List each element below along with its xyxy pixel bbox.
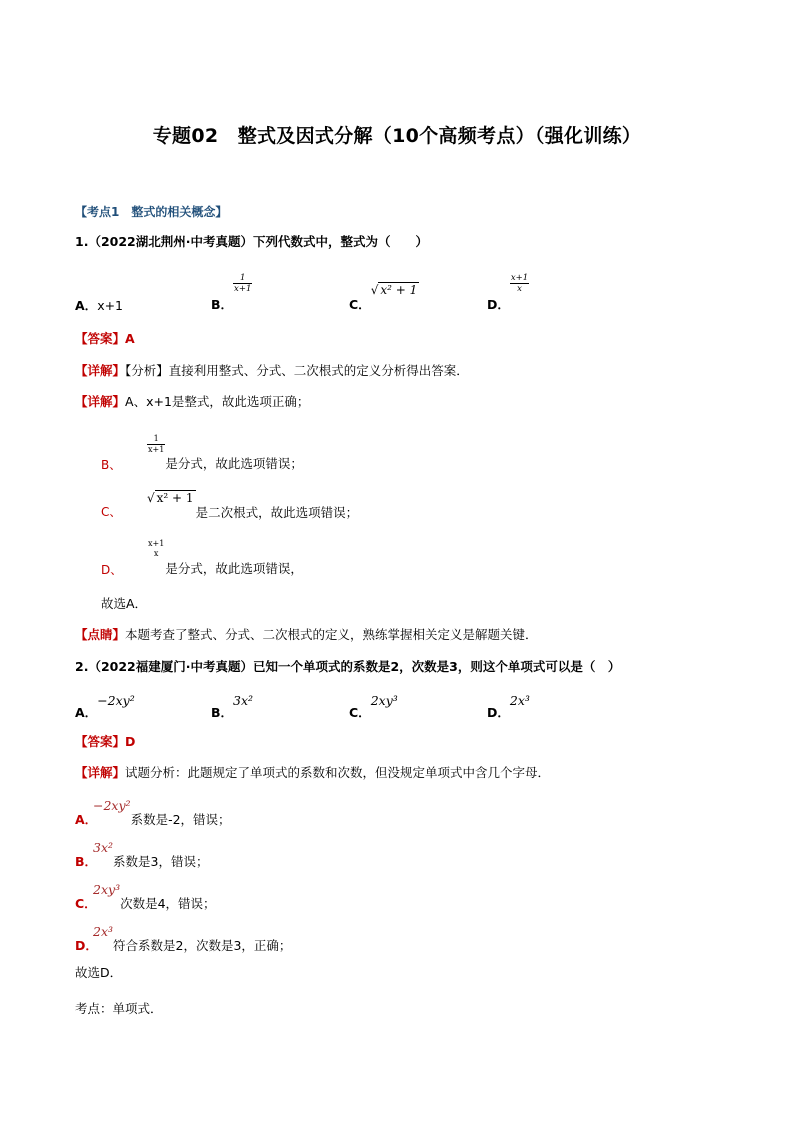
detail-tag: 【详解】 <box>75 363 126 378</box>
detail-tag: 【详解】 <box>75 394 126 409</box>
option-text: x+1 <box>97 298 124 313</box>
detail-text: A、x+1是整式，故此选项正确； <box>125 394 310 409</box>
option-label: D． <box>487 297 510 312</box>
fraction: x+1 x <box>148 539 165 558</box>
detail-text: 试题分析：此题规定了单项式的系数和次数，但没规定单项式中含几个字母． <box>125 765 551 780</box>
q2-option-d: D．2x³ <box>487 693 530 720</box>
math-expression: −2xy² <box>97 693 135 708</box>
q2-detail: 【详解】试题分析：此题规定了单项式的系数和次数，但没规定单项式中含几个字母． <box>75 765 551 780</box>
fraction: $\frac{1}{x+1}$ <box>148 434 165 454</box>
math-expression: 2x³ <box>93 924 114 939</box>
q1-detail-c: C、√ x² + 1是二次根式，故此选项错误； <box>101 491 359 520</box>
q1-choose: 故选A． <box>101 596 148 611</box>
math-expression: 3x² <box>93 840 114 855</box>
q2-option-b: B．3x² <box>211 693 254 720</box>
q2-item-b: B．3x²系数是3，错误； <box>75 840 209 869</box>
option-label: C． <box>349 297 371 312</box>
q1-option-a <box>75 296 123 314</box>
math-expression: 3x² <box>233 693 254 708</box>
q2-answer: 【答案】D <box>75 734 136 749</box>
page-title: 专题02 整式及因式分解（10个高频考点）（强化训练） <box>152 125 642 147</box>
q2-item-c: C．2xy³次数是4，错误； <box>75 882 216 911</box>
sqrt-expression: √ x² + 1 <box>147 491 194 505</box>
q1-dianjing <box>75 625 538 643</box>
q1-detail-d: D、 x+1 x 是分式，故此选项错误， <box>101 539 303 577</box>
q2-option-a: A．−2xy² <box>75 693 135 720</box>
answer-value: D <box>125 734 136 749</box>
q2-choose: 故选D． <box>75 965 123 980</box>
answer-tag: 【答案】 <box>75 331 126 346</box>
q1-answer <box>75 329 135 347</box>
question-2-stem: 2.（2022福建厦门·中考真题）已知一个单项式的系数是2，次数是3，则这个单项式可以是（ ） <box>75 659 621 674</box>
question-1-stem: 1.（2022湖北荆州·中考真题）下列代数式中，整式为（ ） <box>75 234 428 249</box>
fraction: $\frac{x+1}{x}$ <box>510 273 529 294</box>
section-heading: 【考点1 整式的相关概念】 <box>75 205 228 219</box>
math-expression: 2x³ <box>509 693 530 708</box>
sqrt-expression: √ x² + 1 <box>370 283 418 297</box>
q2-item-d: D．2x³符合系数是2，次数是3，正确； <box>75 924 292 953</box>
q1-option-b <box>211 273 252 313</box>
option-label: A． <box>75 298 98 313</box>
q2-kaodian: 考点：单项式． <box>75 1001 163 1016</box>
q1-option-c <box>349 283 419 313</box>
q2-option-c: C．2xy³ <box>349 693 398 720</box>
q1-analysis <box>75 361 469 379</box>
option-label: B． <box>211 297 234 312</box>
fraction: $\frac{1}{x+1}$ <box>234 273 252 294</box>
answer-value: A <box>125 331 135 346</box>
analysis-text: 【分析】直接利用整式、分式、二次根式的定义分析得出答案． <box>125 363 469 378</box>
q1-detail-a <box>75 392 309 410</box>
dianjing-tag: 【点睛】 <box>75 627 126 642</box>
math-expression: 2xy³ <box>370 693 398 708</box>
q1-option-d <box>487 273 529 313</box>
q1-detail-b: B、 $\frac{1}{x+1}$ 是分式，故此选项错误； <box>101 434 303 472</box>
dianjing-text: 本题考查了整式、分式、二次根式的定义，熟练掌握相关定义是解题关键． <box>125 627 538 642</box>
q2-item-a: A．−2xy²系数是-2，错误； <box>75 798 231 827</box>
math-expression: −2xy² <box>93 798 131 813</box>
math-expression: 2xy³ <box>93 882 121 897</box>
